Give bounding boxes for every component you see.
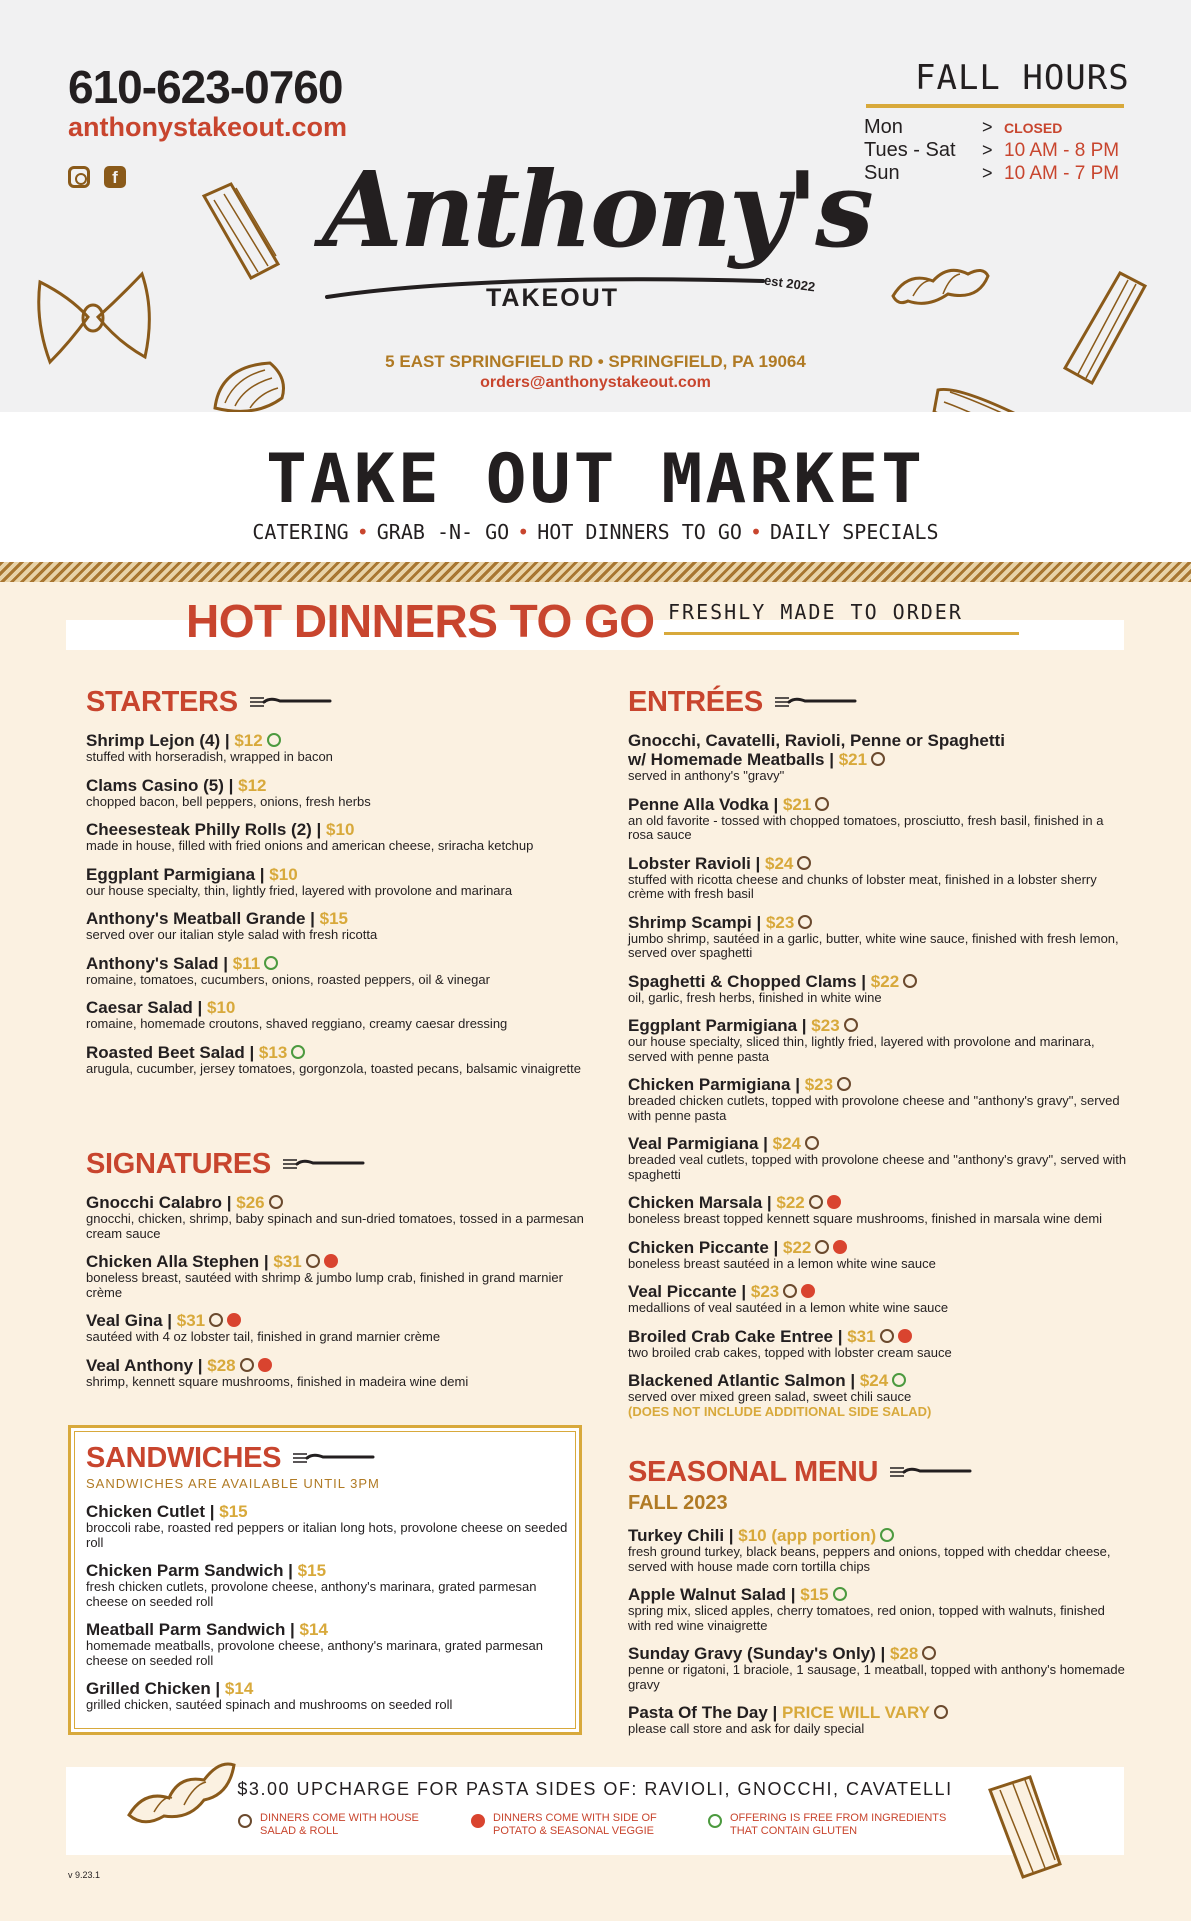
gluten-free-icon (892, 1373, 906, 1387)
gluten-free-icon (880, 1528, 894, 1542)
item-name: Cheesesteak Philly Rolls (2) | (86, 820, 327, 839)
menu-item (628, 1371, 1128, 1419)
item-price: $12 (238, 775, 267, 795)
item-name: w/ Homemade Meatballs | (628, 750, 839, 769)
item-description: served over mixed green salad, sweet chili sauce (628, 1389, 912, 1404)
item-description: spring mix, sliced apples, cherry tomatoes, red onion, topped with walnuts, finished with red wine vinaigrette (628, 1603, 1105, 1633)
salad-roll-icon (815, 797, 829, 811)
menu-item (628, 795, 1128, 843)
market-tag: HOT DINNERS TO GO (537, 520, 742, 544)
item-name-line (628, 1703, 1128, 1722)
menu-item (628, 1193, 1128, 1227)
item-name: Clams Casino (5) | (86, 775, 239, 795)
salad-roll-icon (934, 1705, 948, 1719)
item-name: Meatball Parm Sandwich | (86, 1620, 300, 1639)
salad-roll-icon (903, 974, 917, 988)
item-name: Spaghetti & Chopped Clams | (628, 971, 871, 991)
item-description: penne or rigatoni, 1 braciole, 1 sausage, 1 meatball, topped with anthony's homemade gravy (628, 1662, 1125, 1692)
menu-item (86, 1043, 586, 1077)
item-name-line (86, 998, 586, 1017)
menu-item (628, 1703, 1128, 1737)
upcharge-note: $3.00 UPCHARGE FOR PASTA SIDES OF: RAVIOLI, GNOCCHI, CAVATELLI (237, 1779, 953, 1799)
seasonal-section (628, 1454, 1128, 1737)
hours-row (864, 162, 1164, 185)
subtitle-underline (664, 632, 1019, 635)
item-name: Roasted Beet Salad | (86, 1042, 259, 1062)
item-name-line (86, 1620, 576, 1639)
hours-day: Mon (864, 116, 903, 138)
gluten-free-icon (291, 1045, 305, 1059)
item-description: fresh ground turkey, black beans, peppers and onions, topped with cheddar cheese, served with house made corn tortilla chips (628, 1544, 1111, 1574)
item-name: Eggplant Parmigiana | (628, 1016, 812, 1035)
market-tag: DAILY SPECIALS (770, 520, 939, 544)
address: 5 EAST SPRINGFIELD RD • SPRINGFIELD, PA 19064 (385, 352, 806, 371)
legend-line: DINNERS COME WITH SIDE OF (493, 1812, 657, 1824)
version-label: v 9.23.1 (68, 1870, 101, 1880)
legend-line: POTATO & SEASONAL VEGGIE (493, 1825, 654, 1837)
salad-roll-icon (809, 1195, 823, 1209)
item-name-line (86, 1252, 586, 1271)
item-description: medallions of veal sautéed in a lemon white wine sauce (628, 1300, 949, 1315)
salad-roll-icon (798, 915, 812, 929)
item-name: Eggplant Parmigiana | (86, 864, 270, 884)
menu-item (86, 1193, 586, 1241)
menu-item (628, 972, 1128, 1006)
item-price: $31 (273, 1252, 302, 1271)
legend-item (471, 1812, 657, 1838)
fork-icon (890, 1466, 972, 1478)
item-name: Veal Gina | (86, 1311, 177, 1330)
item-name-line (628, 1282, 1128, 1301)
gluten-free-icon (264, 956, 278, 970)
rigatoni-pasta-icon (985, 1772, 1065, 1882)
fork-icon (283, 1158, 365, 1170)
legend-item (238, 1812, 419, 1838)
item-description: breaded chicken cutlets, topped with provolone cheese and "anthony's gravy", served with penne pasta (628, 1093, 1120, 1123)
item-description: romaine, homemade croutons, shaved reggiano, creamy caesar dressing (86, 1016, 508, 1031)
section-title (628, 1454, 1128, 1490)
item-price: $24 (772, 1134, 801, 1153)
market-title: TAKE OUT MARKET (265, 440, 926, 519)
item-name: Shrimp Scampi | (628, 912, 766, 932)
item-price: $31 (176, 1311, 206, 1330)
hours-time: 10 AM - 7 PM (1004, 162, 1120, 184)
item-name: Gnocchi Calabro | (86, 1193, 237, 1212)
menu-item (86, 998, 586, 1032)
hours-day: Sun (864, 162, 900, 184)
item-description: boneless breast sautéed in a lemon white wine sauce (628, 1255, 936, 1271)
item-price: $23 (811, 1016, 840, 1035)
menu-item (628, 1016, 1128, 1064)
item-note: (DOES NOT INCLUDE ADDITIONAL SIDE SALAD) (628, 1403, 932, 1419)
hours-arrow: > (982, 117, 993, 137)
item-price: $15 (800, 1585, 829, 1604)
salad-roll-icon (805, 1136, 819, 1150)
item-name-line (86, 1502, 576, 1521)
hours-row (864, 139, 1164, 162)
potato-veggie-icon (227, 1313, 241, 1327)
salad-roll-icon (815, 1240, 829, 1254)
item-description: our house specialty, thin, lightly fried, layered with provolone and marinara (86, 882, 513, 898)
item-price: $15 (319, 909, 348, 928)
salad-roll-icon (871, 752, 885, 766)
item-name-line: Gnocchi, Cavatelli, Ravioli, Penne or Spaghetti (628, 731, 1005, 750)
menu-item (86, 1502, 576, 1550)
menu-item (86, 1356, 586, 1390)
menu-item (628, 913, 1128, 961)
market-tag: GRAB -N- GO (376, 520, 510, 544)
section-title-text: SANDWICHES (86, 1441, 282, 1474)
phone-number[interactable]: 610-623-0760 (68, 61, 343, 113)
legend-text (493, 1812, 657, 1838)
potato-veggie-icon (801, 1284, 815, 1298)
item-name-line (628, 1526, 1128, 1545)
market-tag: CATERING (252, 520, 349, 544)
salad-roll-icon (837, 1077, 851, 1091)
item-name-line (86, 1561, 576, 1580)
item-description: arugula, cucumber, jersey tomatoes, gorgonzola, toasted pecans, balsamic vinaigrette (86, 1060, 581, 1076)
rope-divider (0, 562, 1191, 582)
item-name-line (628, 1016, 1128, 1035)
farfalle-pasta-icon (30, 262, 155, 377)
section-title-text: SEASONAL MENU (628, 1455, 879, 1488)
item-description: stuffed with ricotta cheese and chunks of lobster meat, finished in a lobster sherry crème with fresh basil (628, 871, 1097, 901)
brand-logo: Anthony's (322, 148, 871, 271)
salad-roll-icon (844, 1018, 858, 1032)
item-name-line (86, 909, 586, 928)
item-description: jumbo shrimp, sautéed in a garlic, butter, white wine sauce, finished with fresh lemon, served over spaghetti (628, 930, 1119, 960)
potato-veggie-icon (324, 1254, 338, 1268)
item-price: $23 (804, 1075, 834, 1094)
item-name-line (628, 854, 1128, 873)
salad-roll-icon (797, 856, 811, 870)
item-name-line (86, 1193, 586, 1212)
menu-item (628, 731, 1128, 784)
item-price: $23 (750, 1282, 780, 1301)
menu-item (86, 865, 586, 899)
item-name-line (628, 1371, 1128, 1390)
item-price: $22 (776, 1193, 805, 1212)
menu-item (86, 776, 586, 810)
salad-roll-icon (783, 1284, 797, 1298)
potato-veggie-icon (898, 1329, 912, 1343)
item-description: stuffed with horseradish, wrapped in bacon (86, 749, 333, 764)
signatures-section (86, 1146, 586, 1389)
fork-icon (250, 696, 332, 708)
item-price: $10 (326, 820, 355, 839)
menu-item (86, 820, 586, 854)
fusilli-pasta-icon (124, 1750, 244, 1830)
item-description: shrimp, kennett square mushrooms, finished in madeira wine demi (86, 1373, 469, 1389)
item-price: $21 (838, 750, 868, 769)
item-description: served over our italian style salad with fresh ricotta (86, 927, 378, 942)
item-name: Veal Piccante | (628, 1282, 751, 1301)
potato-veggie-icon (258, 1358, 272, 1372)
brand-subtitle: TAKEOUT (486, 284, 619, 312)
item-price: $21 (782, 794, 812, 814)
hot-dinners-title: HOT DINNERS TO GO (186, 595, 655, 647)
legend-line: OFFERING IS FREE FROM INGREDIENTS (730, 1812, 947, 1824)
seasonal-subtitle: FALL 2023 (628, 1492, 728, 1514)
item-price: $22 (870, 971, 900, 991)
item-description: homemade meatballs, provolone cheese, anthony's marinara, grated parmesan cheese on seeded roll (86, 1638, 544, 1668)
item-name-line (86, 776, 586, 795)
hours-underline (866, 104, 1124, 108)
item-price: $11 (232, 953, 261, 973)
legend-text (730, 1812, 946, 1838)
section-title (86, 1440, 576, 1476)
item-name-line (86, 865, 586, 884)
item-name: Anthony's Salad | (86, 953, 233, 973)
item-name-line (628, 1585, 1128, 1604)
item-name-line (628, 1193, 1128, 1212)
item-description: romaine, tomatoes, cucumbers, onions, roasted peppers, oil & vinegar (86, 971, 490, 987)
item-price: $10 (269, 864, 298, 884)
item-name: Chicken Alla Stephen | (86, 1252, 274, 1271)
hours-title: FALL HOURS (915, 58, 1130, 98)
item-price: $26 (236, 1193, 265, 1212)
menu-item (86, 1620, 576, 1668)
item-name-line (628, 1075, 1128, 1094)
fusilli-pasta-icon (888, 256, 993, 311)
item-name: Penne Alla Vodka | (628, 794, 783, 814)
item-description: oil, garlic, fresh herbs, finished in white wine (628, 989, 882, 1005)
shell-pasta-icon (210, 358, 290, 418)
menu-item (628, 1327, 1128, 1361)
menu-item (628, 1134, 1128, 1182)
item-name: Caesar Salad | (86, 998, 207, 1017)
tag-separator: • (356, 520, 369, 544)
item-name-line (86, 731, 586, 750)
hours-day: Tues - Sat (864, 139, 956, 161)
item-name: Veal Anthony | (86, 1355, 208, 1375)
menu-item (628, 854, 1128, 902)
section-title (86, 1146, 586, 1182)
market-banner (0, 412, 1191, 562)
item-price: $12 (234, 731, 263, 750)
item-price: $15 (297, 1561, 327, 1580)
section-title-text: STARTERS (86, 685, 238, 718)
legend-text (260, 1812, 419, 1838)
item-name-line (86, 1311, 586, 1330)
item-price: $31 (847, 1326, 876, 1346)
item-description: made in house, filled with fried onions and american cheese, sriracha ketchup (86, 838, 534, 853)
item-name: Chicken Piccante | (628, 1237, 783, 1257)
item-price: $24 (765, 853, 794, 873)
hours-table (864, 116, 1164, 185)
item-name: Chicken Parm Sandwich | (86, 1561, 298, 1580)
item-description: served in anthony's "gravy" (628, 768, 785, 783)
item-name-line (86, 1356, 586, 1375)
established-label: est 2022 (763, 272, 817, 295)
hot-dinners-subtitle: FRESHLY MADE TO ORDER (668, 600, 963, 624)
header (0, 0, 1191, 412)
item-description: fresh chicken cutlets, provolone cheese, anthony's marinara, grated parmesan cheese on seeded roll (86, 1579, 537, 1609)
item-price: $22 (782, 1237, 812, 1257)
tag-separator: • (517, 520, 530, 544)
potato-veggie-icon (471, 1814, 485, 1828)
sandwiches-section (86, 1440, 576, 1713)
item-name-line (628, 913, 1128, 932)
item-name-line (86, 820, 586, 839)
item-name-line (628, 1134, 1128, 1153)
section-title-text: SIGNATURES (86, 1147, 271, 1180)
menu-item (628, 1644, 1128, 1692)
item-name: Chicken Cutlet | (86, 1502, 220, 1521)
salad-roll-icon (269, 1195, 283, 1209)
legend-line: SALAD & ROLL (260, 1825, 339, 1837)
item-description: please call store and ask for daily special (628, 1721, 865, 1736)
item-name-line (628, 1644, 1128, 1663)
item-name: Grilled Chicken | (86, 1679, 225, 1698)
market-tags (0, 520, 1191, 544)
menu-item (628, 1526, 1128, 1574)
item-description: two broiled crab cakes, topped with lobster cream sauce (628, 1344, 952, 1360)
section-title (628, 684, 1128, 720)
social-links (68, 166, 126, 188)
salad-roll-icon (306, 1254, 320, 1268)
gluten-free-icon (267, 733, 281, 747)
entrees-section (628, 684, 1128, 1419)
legend-line: DINNERS COME WITH HOUSE (260, 1812, 419, 1824)
item-name: Pasta Of The Day | (628, 1703, 783, 1722)
potato-veggie-icon (827, 1195, 841, 1209)
item-name-line (628, 1238, 1128, 1257)
item-name: Lobster Ravioli | (628, 853, 766, 873)
gluten-free-icon (833, 1587, 847, 1601)
item-price: $23 (765, 912, 795, 932)
item-description: an old favorite - tossed with chopped tomatoes, prosciutto, fresh basil, finished in a rosa sauce (628, 812, 1104, 842)
item-description: grilled chicken, sautéed spinach and mushrooms on seeded roll (86, 1697, 453, 1712)
item-name: Sunday Gravy (Sunday's Only) | (628, 1644, 890, 1663)
item-price: $10 (app portion) (738, 1526, 877, 1545)
menu-item (86, 954, 586, 988)
item-name-line (628, 1327, 1128, 1346)
salad-roll-icon (240, 1358, 254, 1372)
hours-time: 10 AM - 8 PM (1004, 139, 1120, 161)
menu-item (86, 1679, 576, 1713)
item-price: $15 (219, 1502, 248, 1521)
menu-item (628, 1075, 1128, 1123)
item-description: breaded veal cutlets, topped with provolone cheese and "anthony's gravy", served with spaghetti (628, 1152, 1127, 1182)
item-price: $14 (299, 1620, 328, 1639)
item-price: $24 (859, 1371, 889, 1390)
item-name: Broiled Crab Cake Entree | (628, 1326, 848, 1346)
hours-arrow: > (982, 163, 993, 183)
email-link[interactable]: orders@anthonystakeout.com (480, 374, 711, 391)
availability-note: SANDWICHES ARE AVAILABLE UNTIL 3PM (86, 1476, 380, 1491)
item-price: $10 (207, 998, 236, 1017)
rigatoni-pasta-icon (196, 176, 286, 286)
facebook-icon[interactable]: f (104, 166, 126, 188)
item-name: Turkey Chili | (628, 1526, 739, 1545)
item-name-line (628, 750, 1128, 769)
section-title (86, 684, 586, 720)
item-name: Anthony's Meatball Grande | (86, 909, 320, 928)
item-description: our house specialty, sliced thin, lightly fried, layered with provolone and marinara, served with penne pasta (628, 1034, 1095, 1064)
menu-item (86, 1561, 576, 1609)
starters-section (86, 684, 586, 1076)
menu-item (86, 1252, 586, 1300)
tag-separator: • (749, 520, 763, 544)
legend-item (708, 1812, 946, 1838)
item-name-line (628, 972, 1128, 991)
item-description: boneless breast topped kennett square mushrooms, finished in marsala wine demi (628, 1211, 1103, 1226)
item-name-line (86, 954, 586, 973)
item-name-line (86, 1043, 586, 1062)
instagram-icon[interactable] (68, 166, 90, 188)
item-name-line (86, 1679, 576, 1698)
hours-row (864, 116, 1164, 139)
menu-item (628, 1585, 1128, 1633)
item-description: chopped bacon, bell peppers, onions, fresh herbs (86, 793, 371, 809)
item-price: $14 (224, 1679, 254, 1698)
salad-roll-icon (880, 1329, 894, 1343)
hours-arrow: > (982, 140, 993, 160)
menu-item (86, 1311, 586, 1345)
gluten-free-icon (708, 1814, 722, 1828)
item-name-line (628, 795, 1128, 814)
menu-item (86, 731, 586, 765)
potato-veggie-icon (833, 1240, 847, 1254)
item-price: $28 (207, 1355, 236, 1375)
menu-item (628, 1282, 1128, 1316)
item-description: gnocchi, chicken, shrimp, baby spinach and sun-dried tomatoes, tossed in a parmesan cream sauce (86, 1211, 584, 1241)
legend-line: THAT CONTAIN GLUTEN (730, 1825, 858, 1837)
menu-item (86, 909, 586, 943)
item-name: Blackened Atlantic Salmon | (628, 1371, 860, 1390)
item-name: Shrimp Lejon (4) | (86, 731, 235, 750)
website-link[interactable]: anthonystakeout.com (68, 112, 348, 142)
item-name: Veal Parmigiana | (628, 1134, 773, 1153)
section-title-text: ENTRÉES (628, 685, 763, 718)
item-name: Chicken Marsala | (628, 1193, 777, 1212)
salad-roll-icon (922, 1646, 936, 1660)
item-description: sautéed with 4 oz lobster tail, finished in grand marnier crème (86, 1329, 441, 1344)
fork-icon (775, 696, 857, 708)
item-price: $13 (258, 1042, 288, 1062)
fork-icon (293, 1452, 375, 1464)
item-price: $28 (889, 1644, 919, 1663)
hours-time: CLOSED (1004, 119, 1063, 136)
item-price: PRICE WILL VARY (782, 1703, 931, 1722)
menu-item (628, 1238, 1128, 1272)
salad-roll-icon (209, 1313, 223, 1327)
item-name: Apple Walnut Salad | (628, 1585, 801, 1604)
item-name: Chicken Parmigiana | (628, 1075, 805, 1094)
item-description: broccoli rabe, roasted red peppers or italian long hots, provolone cheese on seeded roll (86, 1520, 568, 1550)
penne-pasta-icon (1060, 268, 1150, 388)
item-description: boneless breast, sautéed with shrimp & jumbo lump crab, finished in grand marnier crème (86, 1270, 563, 1300)
